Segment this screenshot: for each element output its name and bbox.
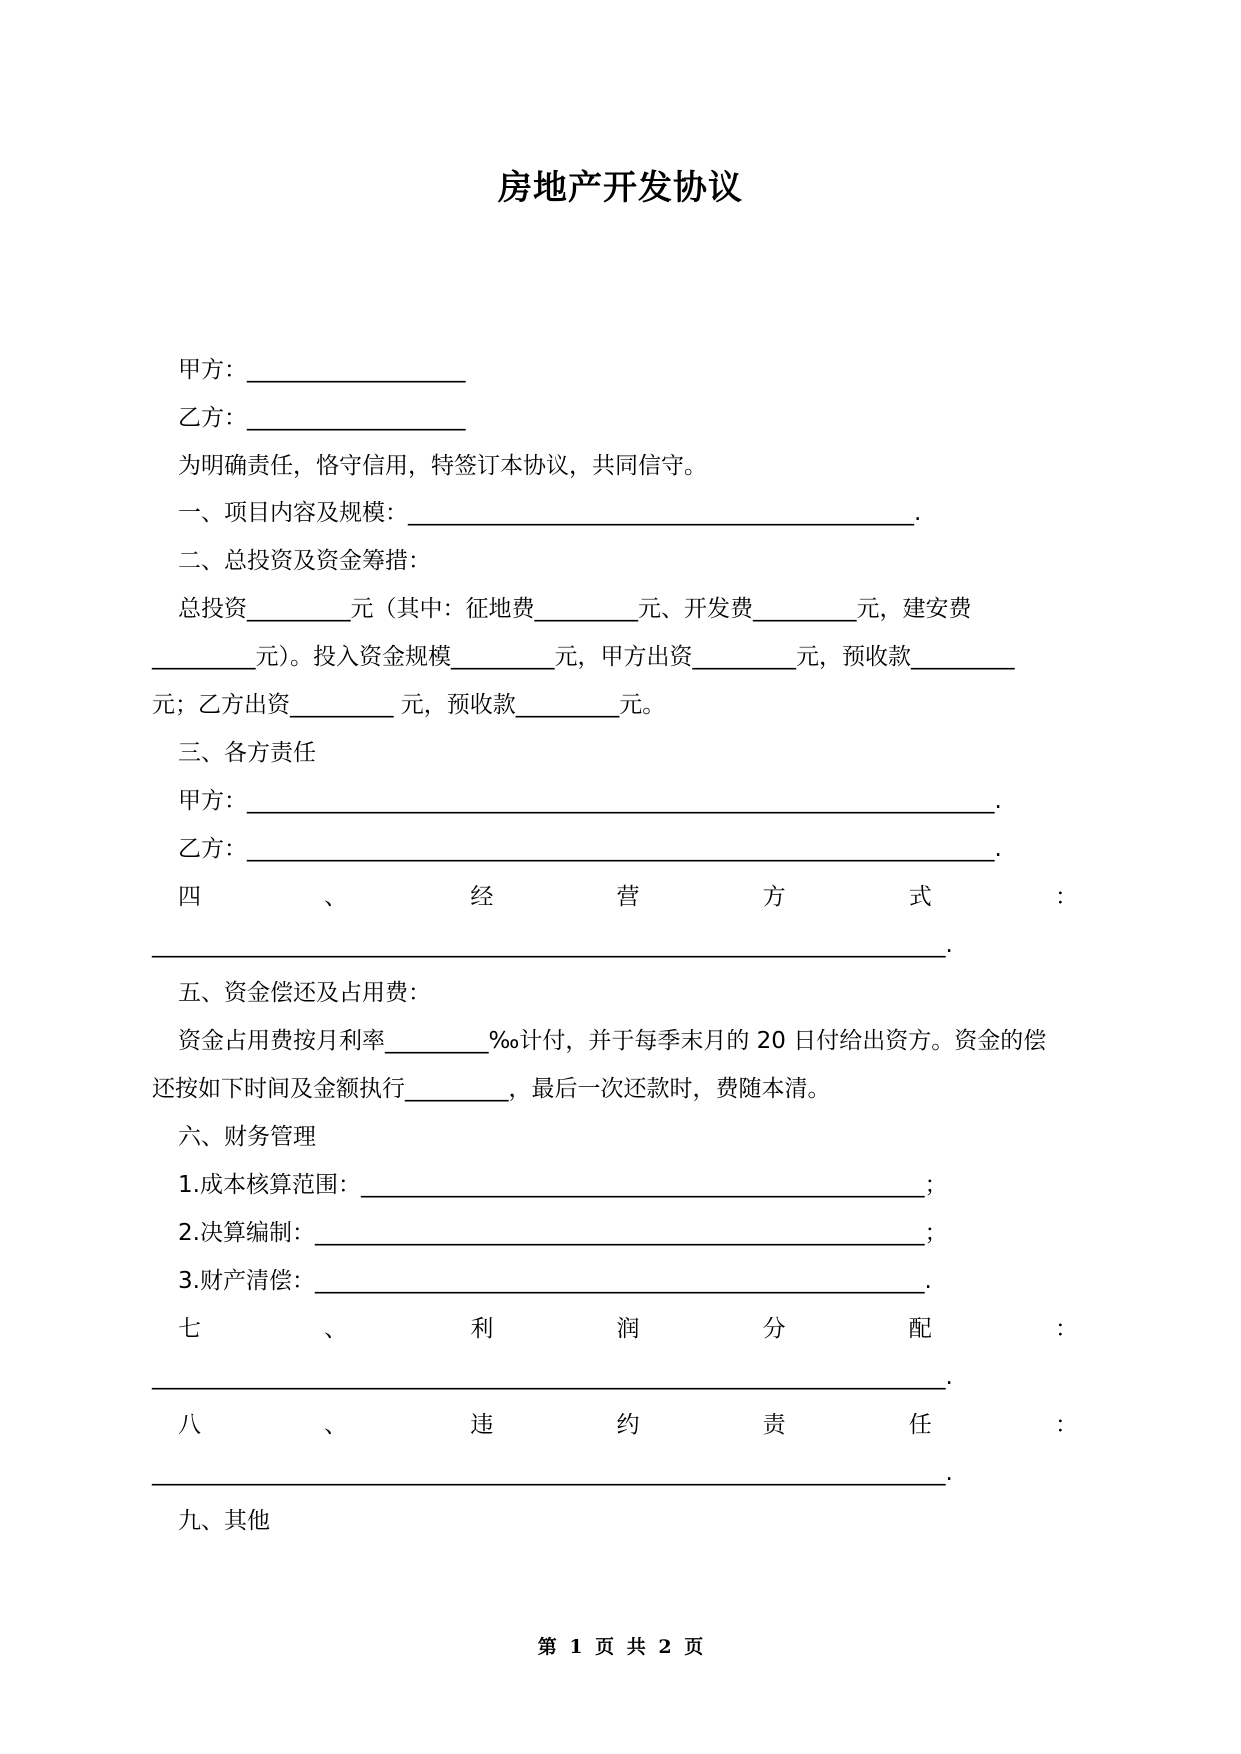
section-2-line-1: 总投资_________元（其中：征地费_________元、开发费_________元，建安费 xyxy=(178,596,972,622)
document-title: 房地产开发协议 xyxy=(498,168,743,208)
section-7-blank: _____________________________________________________________________. xyxy=(152,1364,953,1390)
section-8-char: 责 xyxy=(762,1412,786,1438)
section-9-heading: 九、其他 xyxy=(178,1508,270,1534)
section-4-char: 方 xyxy=(762,884,786,910)
party-a-line: 甲方：___________________ xyxy=(178,357,466,383)
intro-paragraph: 为明确责任，恪守信用，特签订本协议，共同信守。 xyxy=(178,453,707,479)
section-2-heading: 二、总投资及资金筹措： xyxy=(178,548,431,574)
section-6-item-3: 3.财产清偿：_____________________________________________________. xyxy=(178,1268,932,1294)
party-b-line: 乙方：___________________ xyxy=(178,405,466,431)
section-7-heading xyxy=(178,1314,1078,1344)
section-8-char: ： xyxy=(1054,1412,1078,1438)
section-7-char: 分 xyxy=(762,1316,786,1342)
section-8-char: 八 xyxy=(178,1412,201,1438)
section-6-item-1: 1.成本核算范围：_________________________________________________； xyxy=(178,1172,948,1198)
section-7-char: 利 xyxy=(470,1316,494,1342)
section-4-char: 四 xyxy=(178,884,201,910)
section-7-char: 润 xyxy=(616,1316,640,1342)
section-4-blank: _____________________________________________________________________. xyxy=(152,932,953,958)
section-7-char: 配 xyxy=(908,1316,932,1342)
section-5-line-2: 还按如下时间及金额执行_________，最后一次还款时，费随本清。 xyxy=(152,1076,831,1102)
section-3-party-a: 甲方：_________________________________________________________________. xyxy=(178,788,1002,814)
section-8-char: 约 xyxy=(616,1412,640,1438)
section-1: 一、项目内容及规模：____________________________________________. xyxy=(178,500,922,526)
page-footer: 第 1 页 共 2 页 xyxy=(537,1636,704,1658)
section-4-char: 经 xyxy=(470,884,494,910)
section-8-blank: _____________________________________________________________________. xyxy=(152,1460,953,1486)
section-8-char: 违 xyxy=(470,1412,494,1438)
section-3-heading: 三、各方责任 xyxy=(178,740,316,766)
section-2-line-3: 元；乙方出资_________ 元，预收款_________元。 xyxy=(152,692,666,718)
section-5-heading: 五、资金偿还及占用费： xyxy=(178,980,431,1006)
section-4-char: 、 xyxy=(324,884,348,910)
section-6-heading: 六、财务管理 xyxy=(178,1124,316,1150)
section-4-char: 营 xyxy=(616,884,640,910)
section-7-char: 、 xyxy=(324,1316,348,1342)
section-8-char: 任 xyxy=(908,1412,932,1438)
section-4-heading xyxy=(178,882,1078,912)
section-4-char: ： xyxy=(1054,884,1078,910)
section-8-heading xyxy=(178,1410,1078,1440)
section-6-item-2: 2.决算编制：_____________________________________________________； xyxy=(178,1220,948,1246)
section-4-char: 式 xyxy=(908,884,932,910)
section-8-char: 、 xyxy=(324,1412,348,1438)
section-2-line-2: _________元）。投入资金规模_________元，甲方出资_________元，预收款_________ xyxy=(152,644,1015,670)
section-7-char: ： xyxy=(1054,1316,1078,1342)
section-7-char: 七 xyxy=(178,1316,201,1342)
section-5-line-1: 资金占用费按月利率_________‰计付，并于每季末月的 20 日付给出资方。资金的偿 xyxy=(178,1028,1047,1054)
section-3-party-b: 乙方：_________________________________________________________________. xyxy=(178,836,1002,862)
